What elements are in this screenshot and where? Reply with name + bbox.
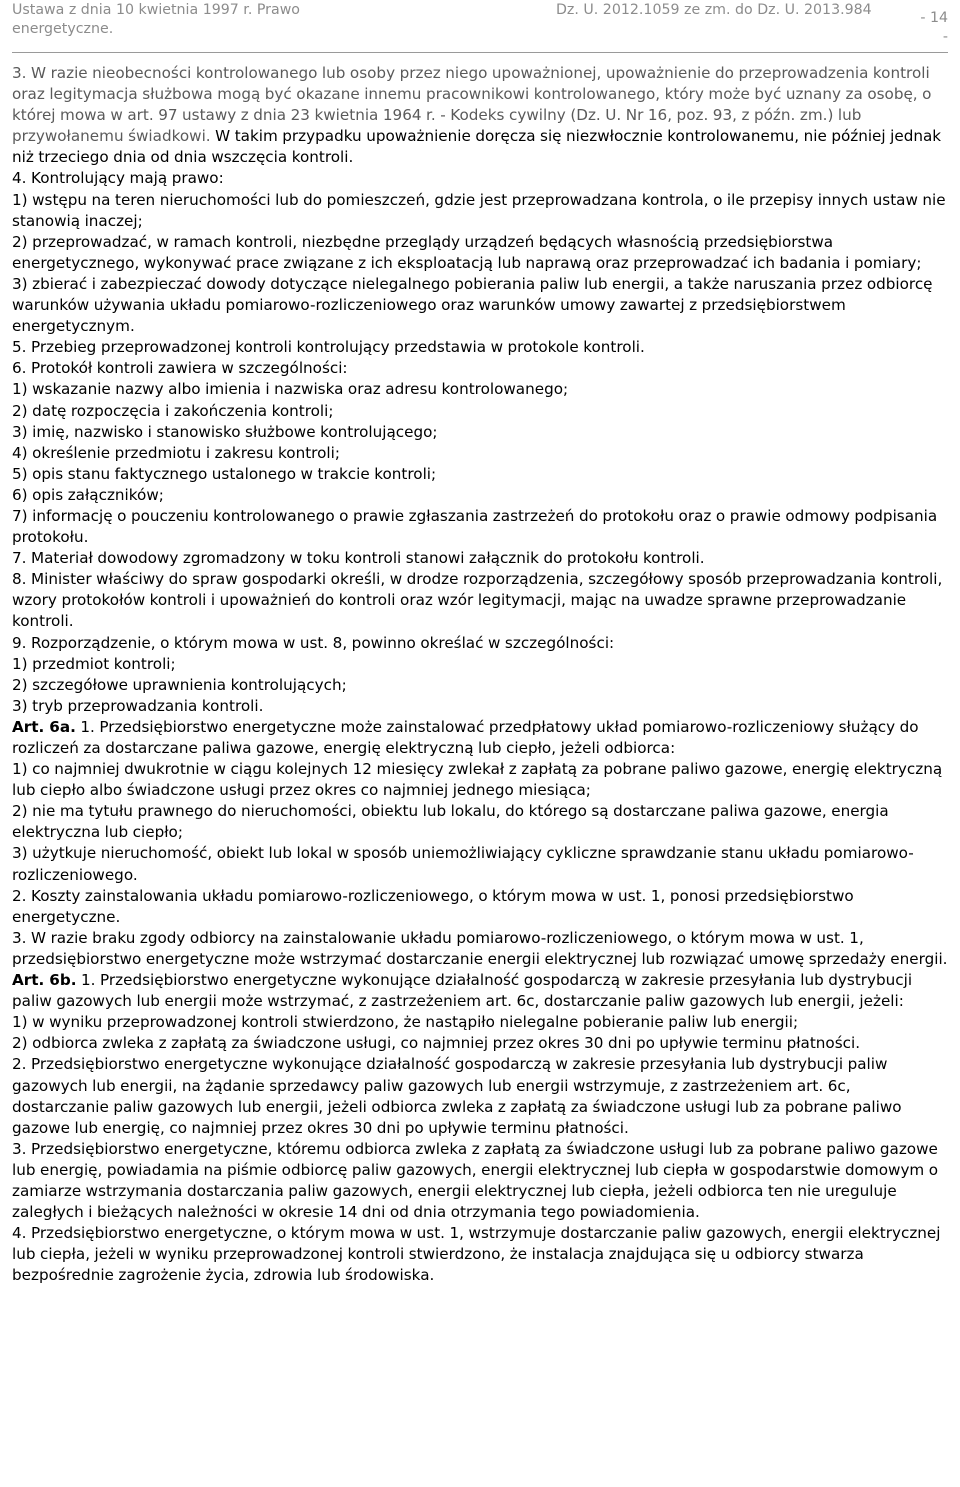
paragraph-6b-ust-2: 2. Przedsiębiorstwo energetyczne wykonujące działalność gospodarczą w zakresie przesyłania lub dystrybucji paliw gazowych lub energii, na żądanie sprzedawcy paliw gazowych lub energii wstrzymuje, z zastrzeżeniem art. 6c, dostarczanie paliw gazowych lub energii, jeżeli odbiorca zwleka z zapłatą za świadczone usługi lub za pobrane paliwo gazowe lub energię, co najmniej przez okres 30 dni po upływie terminu płatności.	[12, 1055, 902, 1137]
list-item: 4) określenie przedmiotu i zakresu kontroli;	[12, 443, 340, 462]
list-item: 1) przedmiot kontroli;	[12, 654, 176, 673]
list-item: 2) szczegółowe uprawnienia kontrolujących;	[12, 675, 347, 694]
page-header	[0, 0, 960, 60]
paragraph-ust-3	[12, 63, 950, 168]
paragraph-ust-7: 7. Materiał dowodowy zgromadzony w toku kontroli stanowi załącznik do protokołu kontroli.	[12, 549, 705, 568]
paragraph-6a-ust-3: 3. W razie braku zgody odbiorcy na zainstalowanie układu pomiarowo-rozliczeniowego, o którym mowa w ust. 1, przedsiębiorstwo energetyczne może wstrzymać dostarczanie energii elektrycznej lub rozwiązać umowę sprzedaży energii.	[12, 928, 948, 968]
article-label: Art. 6a.	[12, 717, 76, 736]
list-item: 3) użytkuje nieruchomość, obiekt lub lokal w sposób uniemożliwiający cykliczne sprawdzanie stanu układu pomiarowo-rozliczeniowego.	[12, 844, 914, 884]
list-item: 1) co najmniej dwukrotnie w ciągu kolejnych 12 miesięcy zwlekał z zapłatą za pobrane paliwo gazowe, energię elektryczną lub ciepło albo świadczone usługi przez okres co najmniej jednego miesiąca;	[12, 760, 943, 800]
list-item: 1) wstępu na teren nieruchomości lub do pomieszczeń, gdzie jest przeprowadzana kontrola, o ile przepisy innych ustaw nie stanowią inaczej;	[12, 190, 946, 230]
list-item: 2) datę rozpoczęcia i zakończenia kontroli;	[12, 401, 334, 420]
paragraph-ust-5: 5. Przebieg przeprowadzonej kontroli kontrolujący przedstawia w protokole kontroli.	[12, 338, 645, 357]
list-item: 5) opis stanu faktycznego ustalonego w trakcie kontroli;	[12, 464, 437, 483]
list-item: 6) opis załączników;	[12, 485, 164, 504]
document-body	[12, 63, 950, 1286]
list-item: 3) zbierać i zabezpieczać dowody dotyczące nielegalnego pobierania paliw lub energii, a także naruszania przez odbiorcę warunków używania układu pomiarowo-rozliczeniowego oraz warunków umowy zawartej z przedsiębiorstwem energetycznym.	[12, 274, 933, 336]
paragraph-text: 3. W razie nieobecności kontrolowanego lub osoby przez niego upoważnionej, upoważnienie do przeprowadzenia kontroli oraz legitymacja służbowa mogą być okazane innemu pracownikowi kontrolowanego, który może być uznany za osobę, o której mowa w art. 97 ustawy z dnia 23 kwietnia 1964 r. - Kodeks cywilny (Dz. U. Nr 16, poz. 93, z późn. zm.) lub przywołanemu świadkowi.	[12, 64, 932, 146]
list-item: 3) tryb przeprowadzania kontroli.	[12, 696, 264, 715]
list-item: 2) przeprowadzać, w ramach kontroli, niezbędne przeglądy urządzeń będących własnością przedsiębiorstwa energetycznego, wykonywać prace związane z ich eksploatacją lub naprawą oraz przeprowadzać ich badania i pomiary;	[12, 232, 922, 272]
paragraph-ust-6: 6. Protokół kontroli zawiera w szczególności:	[12, 359, 348, 378]
list-item: 3) imię, nazwisko i stanowisko służbowe kontrolującego;	[12, 422, 438, 441]
article-text: 1. Przedsiębiorstwo energetyczne może zainstalować przedpłatowy układ pomiarowo-rozliczeniowy służący do rozliczeń za dostarczane paliwa gazowe, energię elektryczną lub ciepło, jeżeli odbiorca:	[12, 717, 919, 757]
article-6a	[12, 717, 950, 759]
paragraph-6a-ust-2: 2. Koszty zainstalowania układu pomiarowo-rozliczeniowego, o którym mowa w ust. 1, ponosi przedsiębiorstwo energetyczne.	[12, 886, 854, 926]
header-act-title: Ustawa z dnia 10 kwietnia 1997 r. Prawo energetyczne.	[12, 2, 300, 37]
list-item: 1) wskazanie nazwy albo imienia i nazwiska oraz adresu kontrolowanego;	[12, 380, 569, 399]
paragraph-ust-8: 8. Minister właściwy do spraw gospodarki określi, w drodze rozporządzenia, szczegółowy sposób przeprowadzania kontroli, wzory protokołów kontroli i upoważnień do kontroli oraz wzór legitymacji, mając na uwadze sprawne przeprowadzanie kontroli.	[12, 570, 943, 631]
article-label: Art. 6b.	[12, 971, 77, 990]
header-divider	[12, 52, 948, 53]
list-item: 7) informację o pouczeniu kontrolowanego o prawie zgłaszania zastrzeżeń do protokołu oraz o prawie odmowy podpisania protokołu.	[12, 506, 938, 547]
paragraph-6b-ust-3: 3. Przedsiębiorstwo energetyczne, któremu odbiorca zwleka z zapłatą za świadczone usługi lub za pobrane paliwo gazowe lub energię, powiadamia na piśmie odbiorcę paliw gazowych, energii elektrycznej lub ciepła w gospodarstwie domowym o zamiarze wstrzymania dostarczania paliw gazowych, energii elektrycznej lub ciepła, jeżeli odbiorca ten nie ureguluje zaległych i bieżących należności w okresie 14 dni od dnia otrzymania tego powiadomienia.	[12, 1139, 939, 1222]
paragraph-6b-ust-4: 4. Przedsiębiorstwo energetyczne, o którym mowa w ust. 1, wstrzymuje dostarczanie paliw gazowych, energii elektrycznej lub ciepła, jeżeli w wyniku przeprowadzonej kontroli stwierdzono, że instalacja znajdująca się u odbiorcy stwarza bezpośrednie zagrożenie życia, zdrowia lub środowiska.	[12, 1224, 941, 1285]
list-item: 2) nie ma tytułu prawnego do nieruchomości, obiektu lub lokalu, do którego są dostarczane paliwa gazowe, energia elektryczna lub ciepło;	[12, 802, 889, 842]
header-journal-reference: Dz. U. 2012.1059 ze zm. do Dz. U. 2013.984	[556, 2, 872, 18]
paragraph-text: W takim przypadku upoważnienie doręcza się niezwłocznie kontrolowanemu, nie później jednak niż trzeciego dnia od dnia wszczęcia kontroli.	[12, 127, 942, 167]
article-6b	[12, 970, 950, 1012]
list-item: 1) w wyniku przeprowadzonej kontroli stwierdzono, że nastąpiło nielegalne pobieranie paliw lub energii;	[12, 1013, 799, 1032]
paragraph-ust-9: 9. Rozporządzenie, o którym mowa w ust. 8, powinno określać w szczególności:	[12, 633, 615, 652]
paragraph-ust-4: 4. Kontrolujący mają prawo:	[12, 169, 224, 188]
list-item: 2) odbiorca zwleka z zapłatą za świadczone usługi, co najmniej przez okres 30 dni po upływie terminu płatności.	[12, 1034, 861, 1053]
article-text: 1. Przedsiębiorstwo energetyczne wykonujące działalność gospodarczą w zakresie przesyłania lub dystrybucji paliw gazowych lub energii może wstrzymać, z zastrzeżeniem art. 6c, dostarczanie paliw gazowych lub energii, jeżeli:	[12, 971, 913, 1011]
page-number: - 14 -	[920, 10, 948, 45]
